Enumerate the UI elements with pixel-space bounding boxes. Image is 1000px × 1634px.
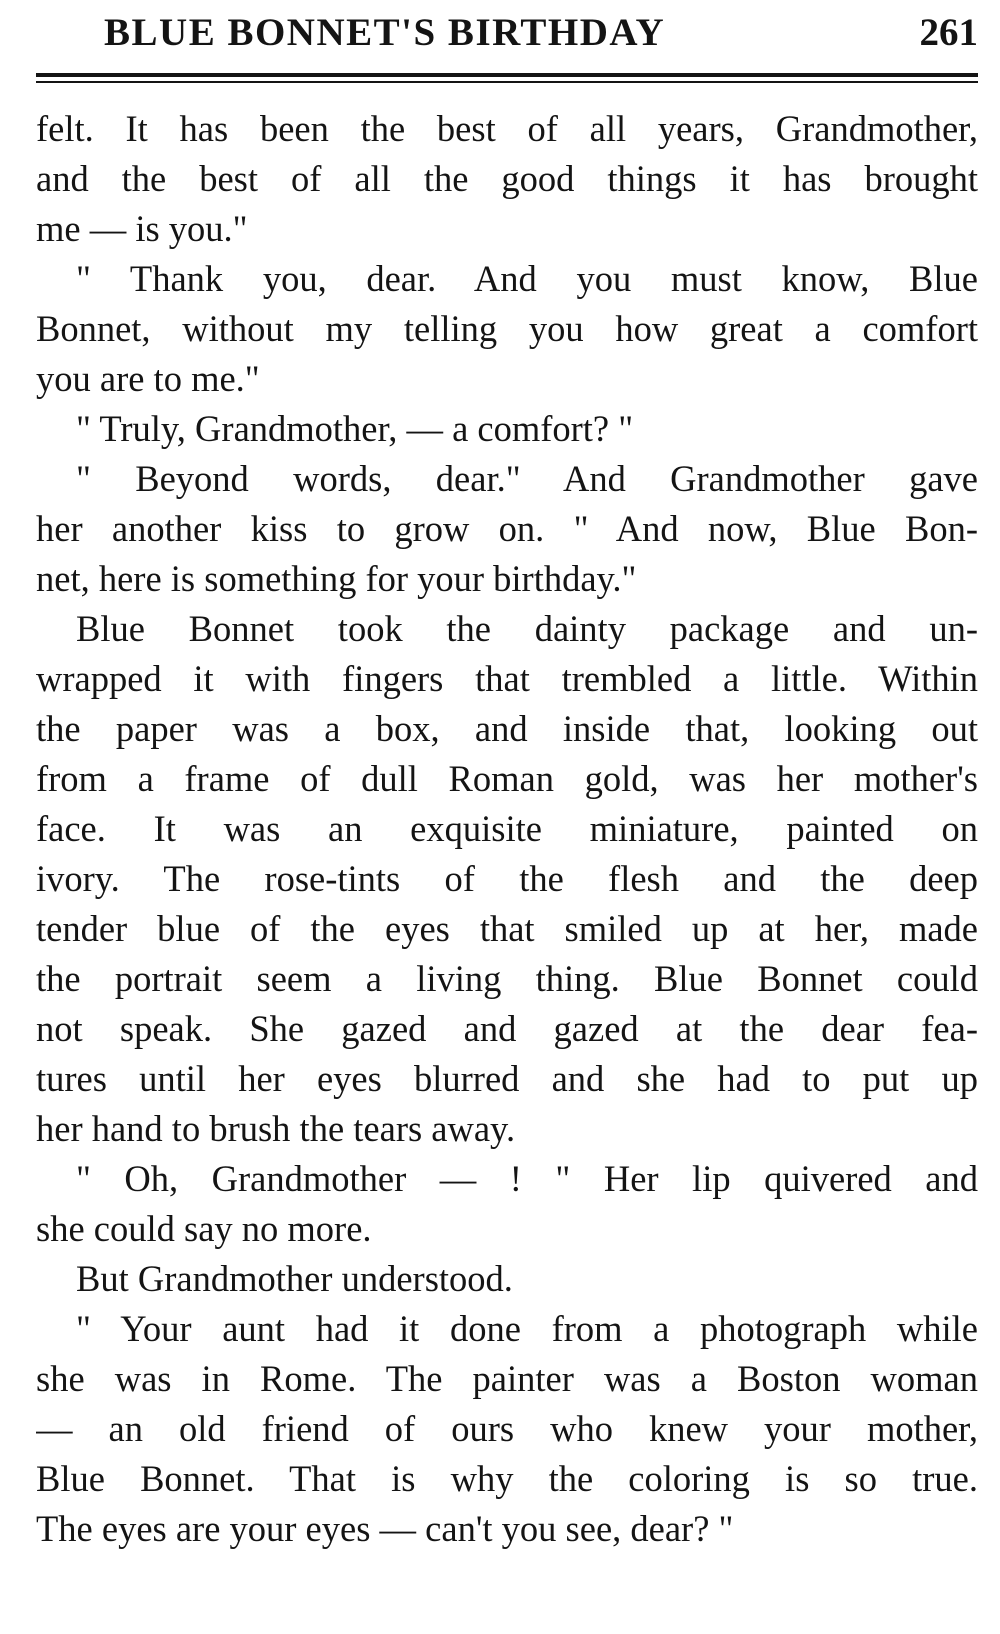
header-rule-thick <box>36 73 978 77</box>
text-line: the portrait seem a living thing. Blue Bonnet could <box>36 958 978 999</box>
text-line: and the best of all the good things it has brought <box>36 158 978 199</box>
text-line: " Truly, Grandmother, — a comfort? " <box>76 408 634 449</box>
text-line: " Your aunt had it done from a photograph while <box>76 1308 978 1349</box>
running-head-title: BLUE BONNET'S BIRTHDAY <box>104 11 666 54</box>
text-line: wrapped it with fingers that trembled a little. Within <box>36 658 978 699</box>
text-line: her hand to brush the tears away. <box>36 1108 516 1149</box>
text-line: But Grandmother understood. <box>76 1258 513 1299</box>
text-line: not speak. She gazed and gazed at the dear fea- <box>36 1008 978 1049</box>
running-head <box>36 10 978 60</box>
text-line: Blue Bonnet took the dainty package and un- <box>76 608 978 649</box>
text-line: she could say no more. <box>36 1208 372 1249</box>
text-line: she was in Rome. The painter was a Boston woman <box>36 1358 978 1399</box>
text-line: Bonnet, without my telling you how great a comfort <box>36 308 978 349</box>
text-line: the paper was a box, and inside that, looking out <box>36 708 978 749</box>
page-number: 261 <box>919 11 978 54</box>
text-line: me — is you." <box>36 208 248 249</box>
text-line: " Beyond words, dear." And Grandmother gave <box>76 458 978 499</box>
text-line: tender blue of the eyes that smiled up at her, made <box>36 908 978 949</box>
text-line: net, here is something for your birthday." <box>36 558 637 599</box>
text-line: " Oh, Grandmother — ! " Her lip quivered and <box>76 1158 978 1199</box>
text-line: face. It was an exquisite miniature, painted on <box>36 808 978 849</box>
header-rule-thin <box>36 81 978 83</box>
text-line: tures until her eyes blurred and she had to put up <box>36 1058 978 1099</box>
text-line: The eyes are your eyes — can't you see, dear? " <box>36 1508 734 1549</box>
text-line: Blue Bonnet. That is why the coloring is so true. <box>36 1458 978 1499</box>
text-line: her another kiss to grow on. " And now, Blue Bon- <box>36 508 978 549</box>
body-text <box>36 104 978 1554</box>
text-line: from a frame of dull Roman gold, was her mother's <box>36 758 978 799</box>
text-line: felt. It has been the best of all years, Grandmother, <box>36 108 978 149</box>
text-line: you are to me." <box>36 358 260 399</box>
text-line: — an old friend of ours who knew your mother, <box>36 1408 978 1449</box>
text-line: ivory. The rose-tints of the flesh and the deep <box>36 858 978 899</box>
text-line: " Thank you, dear. And you must know, Blue <box>76 258 978 299</box>
